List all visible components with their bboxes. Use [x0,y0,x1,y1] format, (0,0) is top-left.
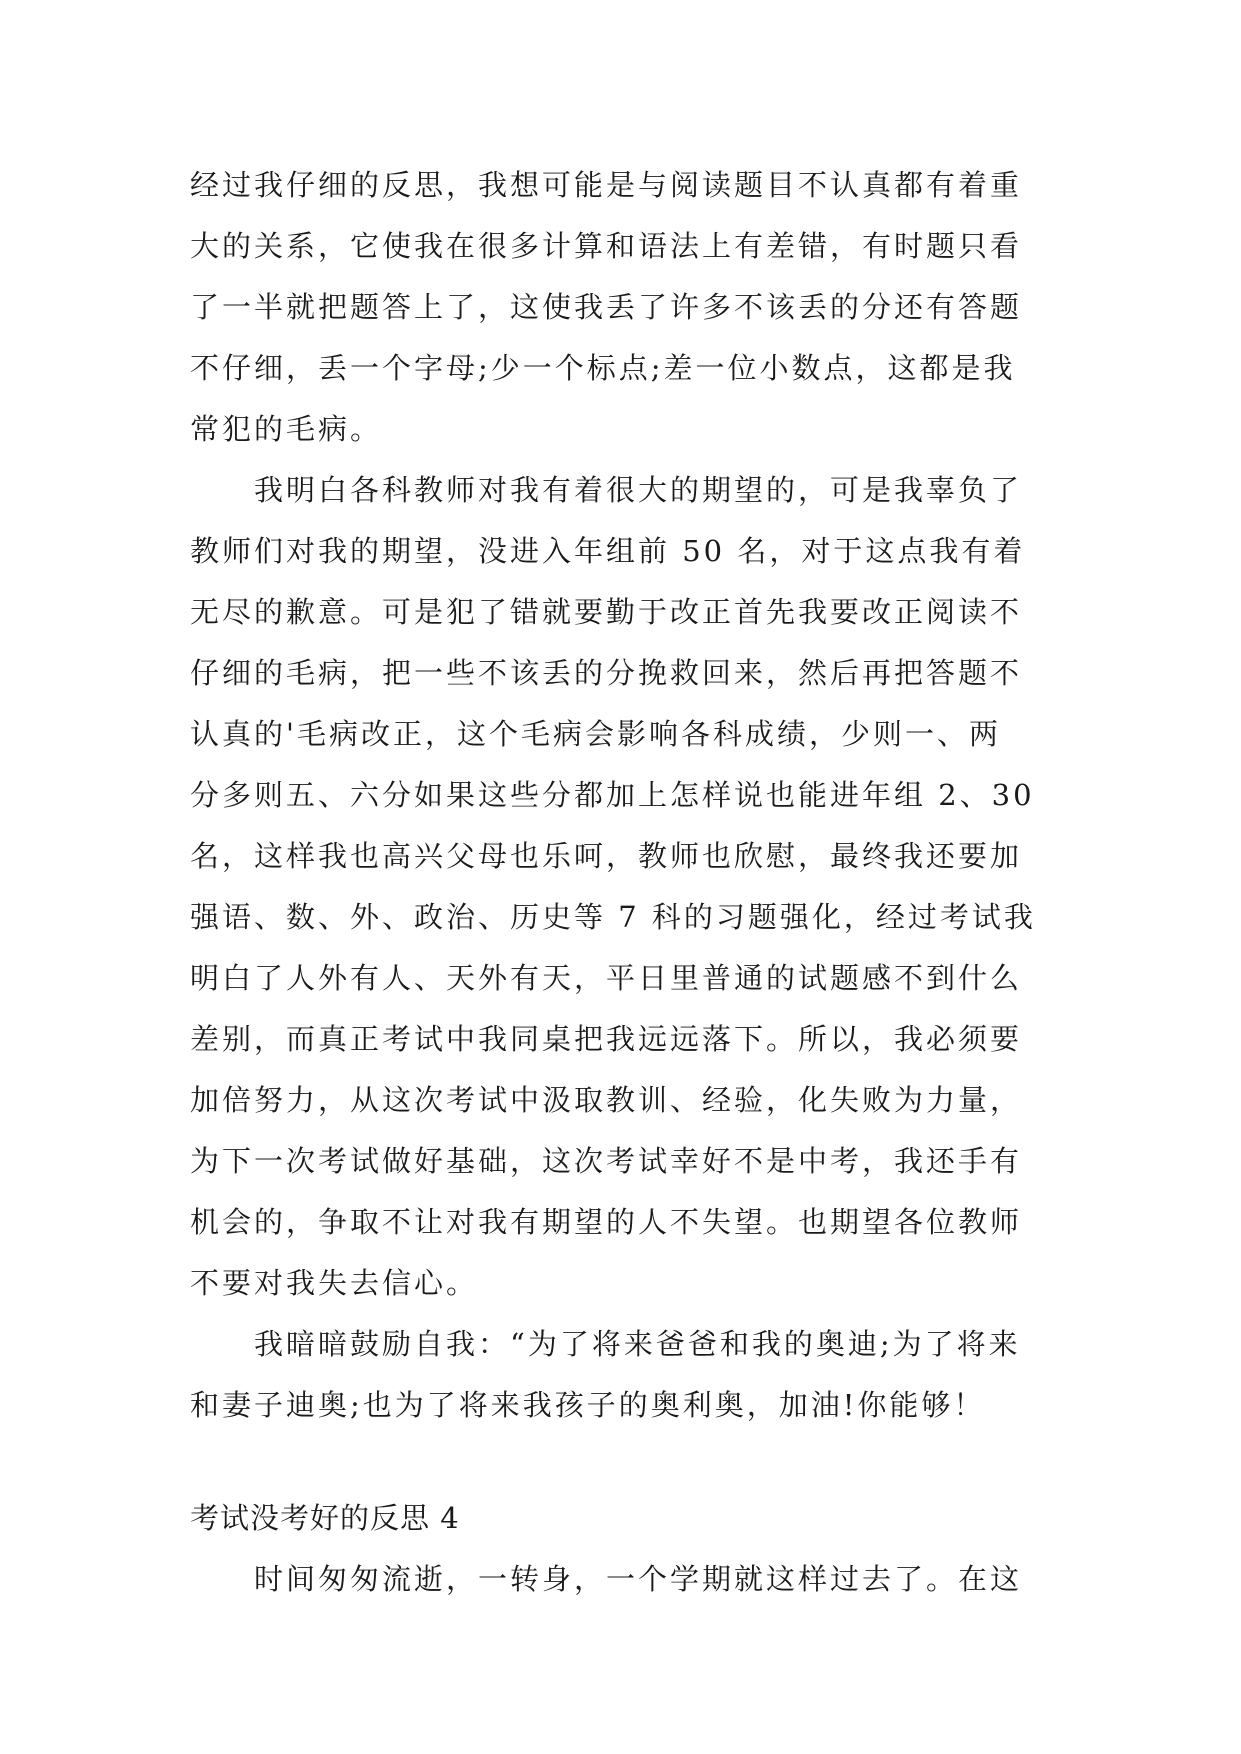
paragraph-line: 不要对我失去信心。 [190,1266,479,1300]
paragraph-line: 无尽的歉意。可是犯了错就要勤于改正首先我要改正阅读不 [190,595,1023,629]
paragraph-line: 加倍努力，从这次考试中汲取教训、经验，化失败为力量， [190,1083,1023,1117]
paragraph-3 [190,1314,1055,1436]
paragraph-4 [190,1549,1055,1610]
paragraph-line: 了一半就把题答上了，这使我丢了许多不该丢的分还有答题 [190,290,1023,324]
paragraph-line: 认真的'毛病改正，这个毛病会影响各科成绩，少则一、两 [190,717,1001,751]
paragraph-line: 为下一次考试做好基础，这次考试幸好不是中考，我还手有 [190,1144,1023,1178]
section-heading: 考试没考好的反思 4 [190,1501,460,1535]
paragraph-line: 分多则五、六分如果这些分都加上怎样说也能进年组 2、30 [190,778,1035,812]
paragraph-line: 不仔细，丢一个字母;少一个标点;差一位小数点，这都是我 [190,351,1016,385]
paragraph-line: 仔细的毛病，把一些不该丢的分挽救回来，然后再把答题不 [190,656,1023,690]
paragraph-line: 名，这样我也高兴父母也乐呵，教师也欣慰，最终我还要加 [190,839,1023,873]
paragraph-line: 大的关系，它使我在很多计算和语法上有差错，有时题只看 [190,229,1023,263]
document-page [190,155,1055,1610]
paragraph-line: 机会的，争取不让对我有期望的人不失望。也期望各位教师 [190,1205,1023,1239]
paragraph-line: 教师们对我的期望，没进入年组前 50 名，对于这点我有着 [190,534,1026,568]
paragraph-line: 强语、数、外、政治、历史等 7 科的习题强化，经过考试我 [190,900,1036,934]
paragraph-line: 差别，而真正考试中我同桌把我远远落下。所以，我必须要 [190,1022,1023,1056]
paragraph-line: 和妻子迪奥;也为了将来我孩子的奥利奥，加油!你能够！ [190,1388,986,1422]
paragraph-line: 我明白各科教师对我有着很大的期望的，可是我辜负了 [254,473,1023,507]
paragraph-2 [190,460,1055,1314]
paragraph-line: 常犯的毛病。 [190,412,383,446]
paragraph-1 [190,155,1055,460]
paragraph-line: 经过我仔细的反思，我想可能是与阅读题目不认真都有着重 [190,168,1023,202]
paragraph-line: 我暗暗鼓励自我：“为了将来爸爸和我的奥迪;为了将来 [254,1327,1021,1361]
paragraph-line: 时间匆匆流逝，一转身，一个学期就这样过去了。在这 [254,1562,1023,1596]
paragraph-line: 明白了人外有人、天外有天，平日里普通的试题感不到什么 [190,961,1023,995]
